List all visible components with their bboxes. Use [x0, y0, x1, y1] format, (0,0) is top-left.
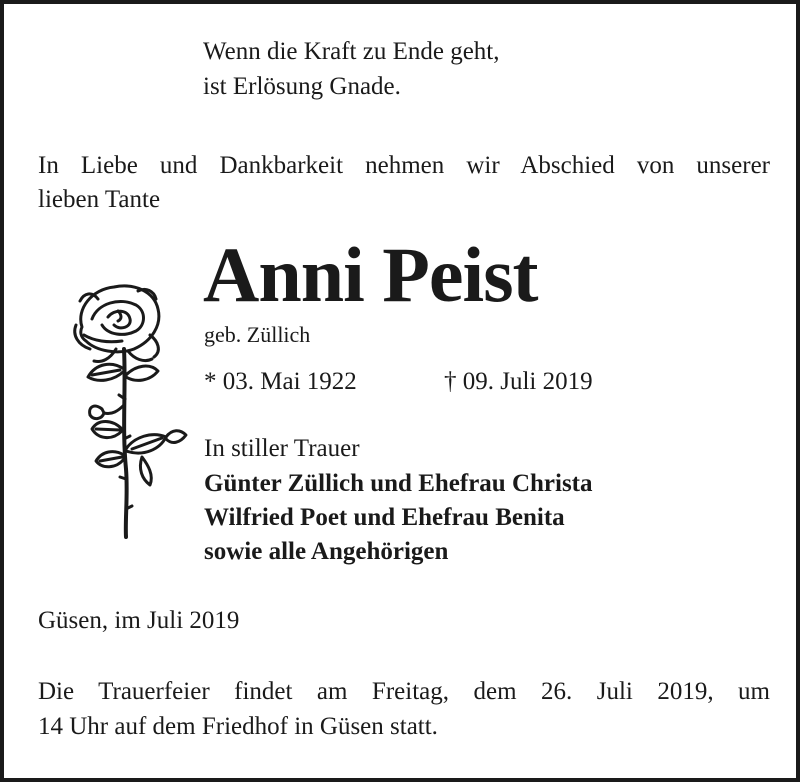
mourner-line: sowie alle Angehörigen	[204, 538, 449, 565]
deceased-name: Anni Peist	[203, 231, 538, 318]
place-date: Güsen, im Juli 2019	[38, 607, 240, 634]
poem-line-2: ist Erlösung Gnade.	[203, 73, 401, 100]
funeral-line-2: 14 Uhr auf dem Friedhof in Güsen statt.	[38, 713, 438, 740]
intro-line-2: lieben Tante	[38, 186, 161, 213]
mourner-line: Günter Züllich und Ehefrau Christa	[204, 470, 593, 497]
mourner-line: Wilfried Poet und Ehefrau Benita	[204, 504, 565, 531]
death-date: † 09. Juli 2019	[444, 368, 593, 395]
mourning-heading: In stiller Trauer	[204, 435, 360, 462]
poem-line-1: Wenn die Kraft zu Ende geht,	[203, 38, 500, 65]
funeral-line-1: Die Trauerfeier findet am Freitag, dem 26. Juli 2019, um	[38, 678, 770, 705]
intro-line-1: In Liebe und Dankbarkeit nehmen wir Abschied von unserer	[38, 152, 770, 179]
birth-name: geb. Züllich	[204, 322, 311, 347]
poem	[203, 34, 499, 104]
mourners-list	[204, 467, 593, 569]
intro-text	[38, 149, 770, 217]
birth-date: * 03. Mai 1922	[204, 368, 357, 395]
rose-icon	[62, 279, 192, 539]
funeral-info	[38, 674, 770, 744]
